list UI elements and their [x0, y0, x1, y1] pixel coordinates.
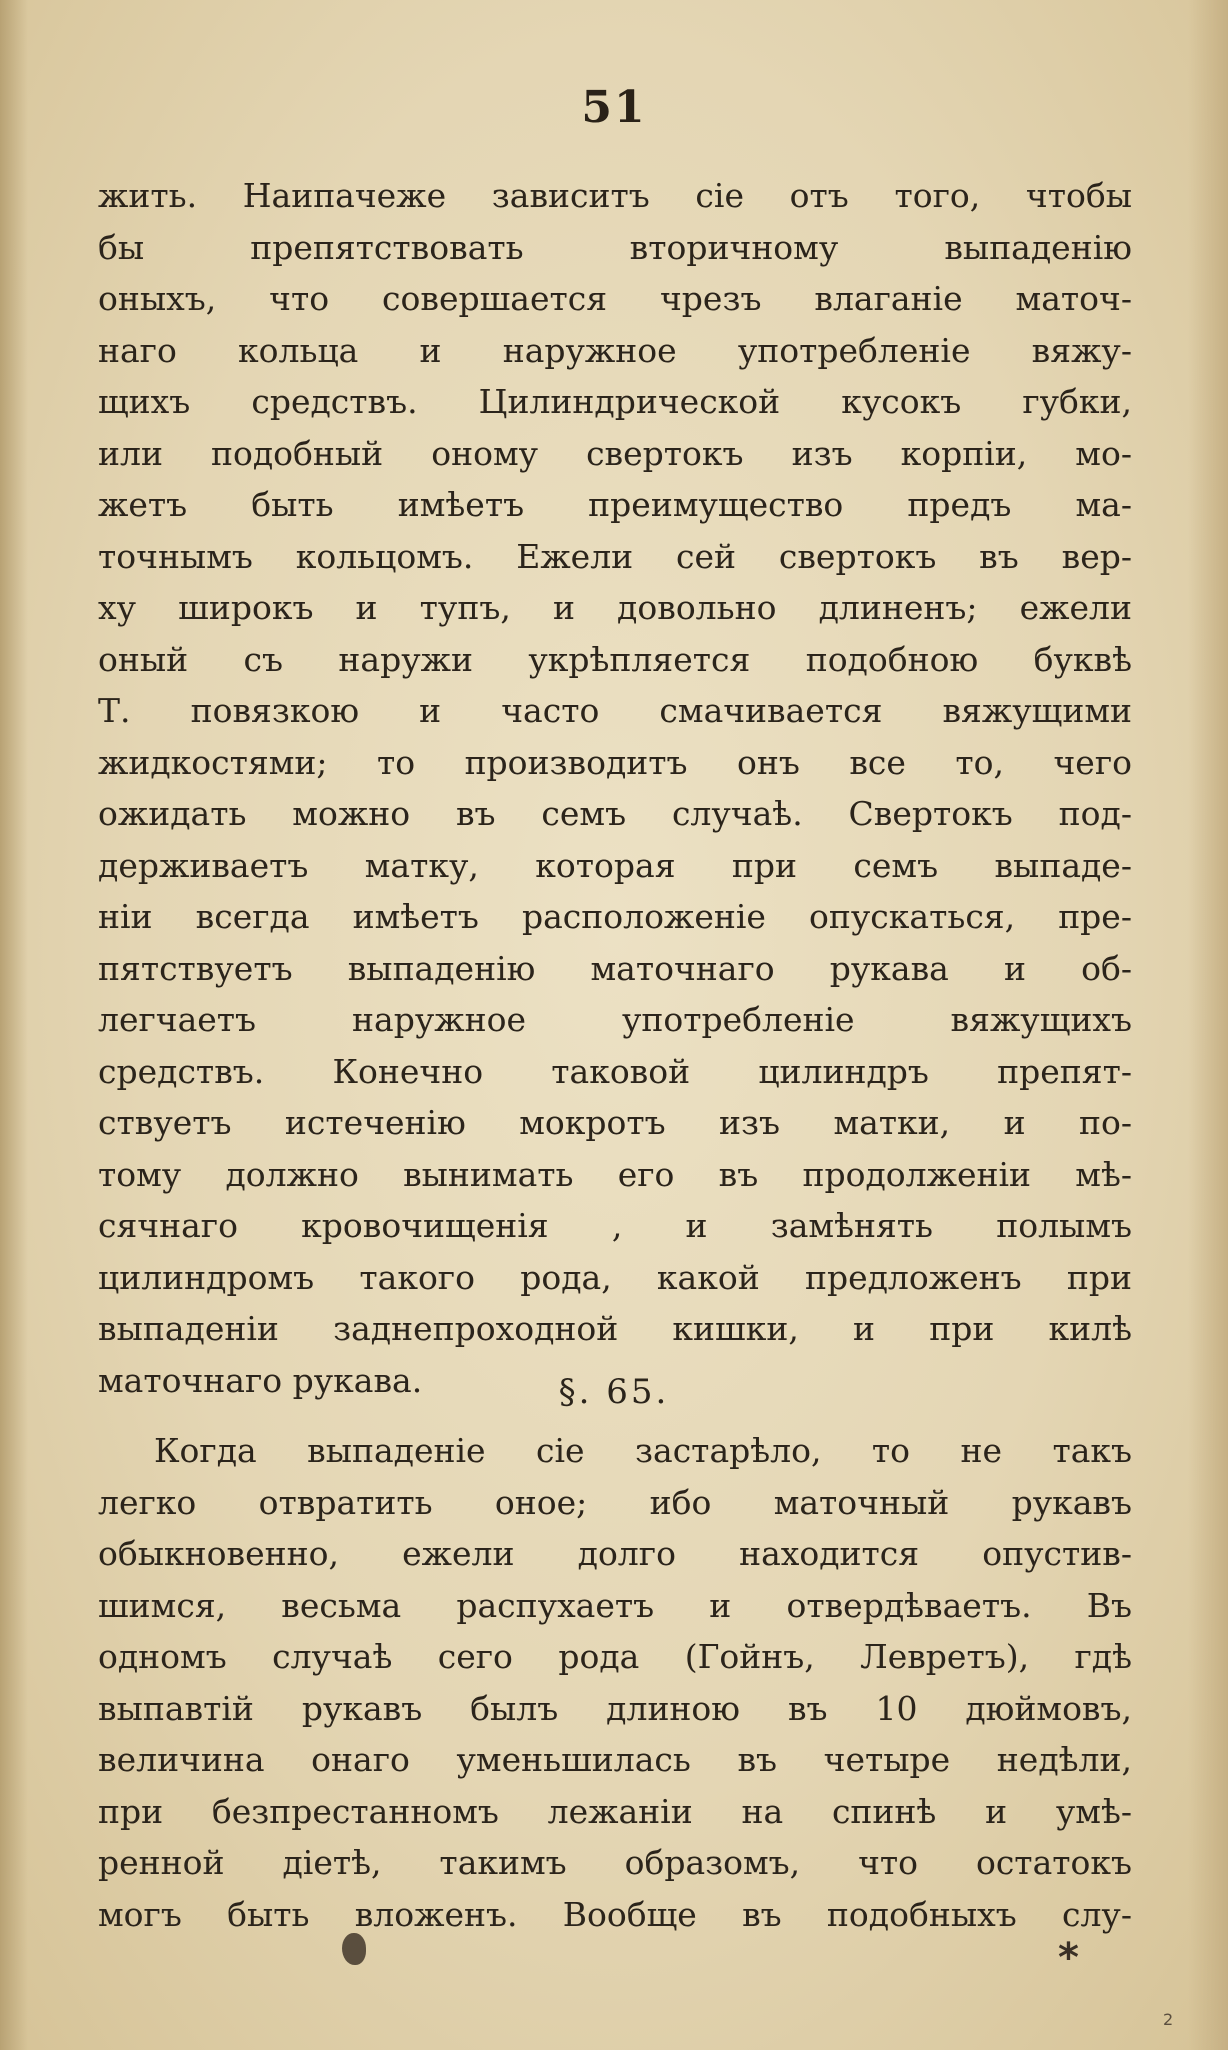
text-line: бы препятствовать вторичному выпаденію [98, 227, 1132, 267]
signature-mark: * [1058, 1935, 1079, 1981]
text-line: величина онаго уменьшилась въ четыре недѣли, [98, 1740, 1132, 1779]
text-line: пятствуетъ выпаденію маточнаго рукава и об- [98, 948, 1132, 988]
text-line: ху широкъ и тупъ, и довольно длиненъ; ежели [98, 588, 1132, 627]
text-line: жить. Наипачеже зависитъ сіе отъ того, чтобы [98, 176, 1132, 215]
paragraph-2 [98, 1425, 1132, 1940]
text-line: ренной діетѣ, такимъ образомъ, что остатокъ [98, 1843, 1132, 1882]
text-line: могъ быть вложенъ. Вообще въ подобныхъ слу- [98, 1894, 1132, 1934]
text-line: держиваетъ матку, которая при семъ выпаде- [98, 845, 1132, 885]
text-line: средствъ. Конечно таковой цилиндръ препят- [98, 1051, 1132, 1091]
text-line: ніи всегда имѣетъ расположеніе опускаться, пре- [98, 897, 1132, 936]
text-line: обыкновенно, ежели долго находится опустив- [98, 1534, 1132, 1573]
text-line: маточнаго рукава. [98, 1360, 423, 1400]
text-line: тому должно вынимать его въ продолженіи мѣ- [98, 1154, 1132, 1194]
text-line: оныхъ, что совершается чрезъ влаганіе маточ- [98, 279, 1132, 318]
section-heading: §. 65. [558, 1372, 670, 1412]
text-line: выпаденіи заднепроходной кишки, и при килѣ [98, 1309, 1132, 1348]
page-number: 51 [581, 82, 647, 133]
text-line: при безпрестанномъ лежаніи на спинѣ и умѣ- [98, 1791, 1132, 1831]
text-line: или подобный оному свертокъ изъ корпіи, мо- [98, 433, 1132, 473]
page-right-shadow [1188, 0, 1228, 2050]
text-line: сячнаго кровочищенія , и замѣнять полымъ [98, 1206, 1132, 1245]
text-line: Т. повязкою и часто смачивается вяжущими [98, 691, 1132, 730]
text-line: ожидать можно въ семъ случаѣ. Свертокъ под- [98, 794, 1132, 833]
text-line: ствуетъ истеченію мокротъ изъ матки, и по- [98, 1103, 1132, 1142]
text-line: оный съ наружи укрѣпляется подобною буквѣ [98, 639, 1132, 679]
page-left-shadow [0, 0, 28, 2050]
text-line: жидкостями; то производитъ онъ все то, чего [98, 742, 1132, 782]
corner-mark: 2 [1163, 2010, 1174, 2029]
text-line: точнымъ кольцомъ. Ежели сей свертокъ въ вер- [98, 536, 1132, 576]
text-line: легко отвратить оное; ибо маточный рукавъ [98, 1482, 1132, 1522]
text-line: одномъ случаѣ сего рода (Гойнъ, Левретъ), гдѣ [98, 1637, 1132, 1676]
text-line: щихъ средствъ. Цилиндрической кусокъ губки, [98, 382, 1132, 421]
text-line: легчаетъ наружное употребленіе вяжущихъ [98, 1000, 1132, 1039]
text-line: шимся, весьма распухаетъ и отвердѣваетъ. Въ [98, 1585, 1132, 1625]
text-line: жетъ быть имѣетъ преимущество предъ ма- [98, 485, 1132, 524]
text-line: Когда выпаденіе сіе застарѣло, то не такъ [154, 1431, 1132, 1470]
text-line: цилиндромъ такого рода, какой предложенъ при [98, 1257, 1132, 1297]
ink-blot [342, 1933, 366, 1965]
text-line: наго кольца и наружное употребленіе вяжу- [98, 330, 1132, 370]
paragraph-1 [98, 170, 1132, 1406]
text-line: выпавтій рукавъ былъ длиною въ 10 дюймовъ, [98, 1688, 1132, 1728]
